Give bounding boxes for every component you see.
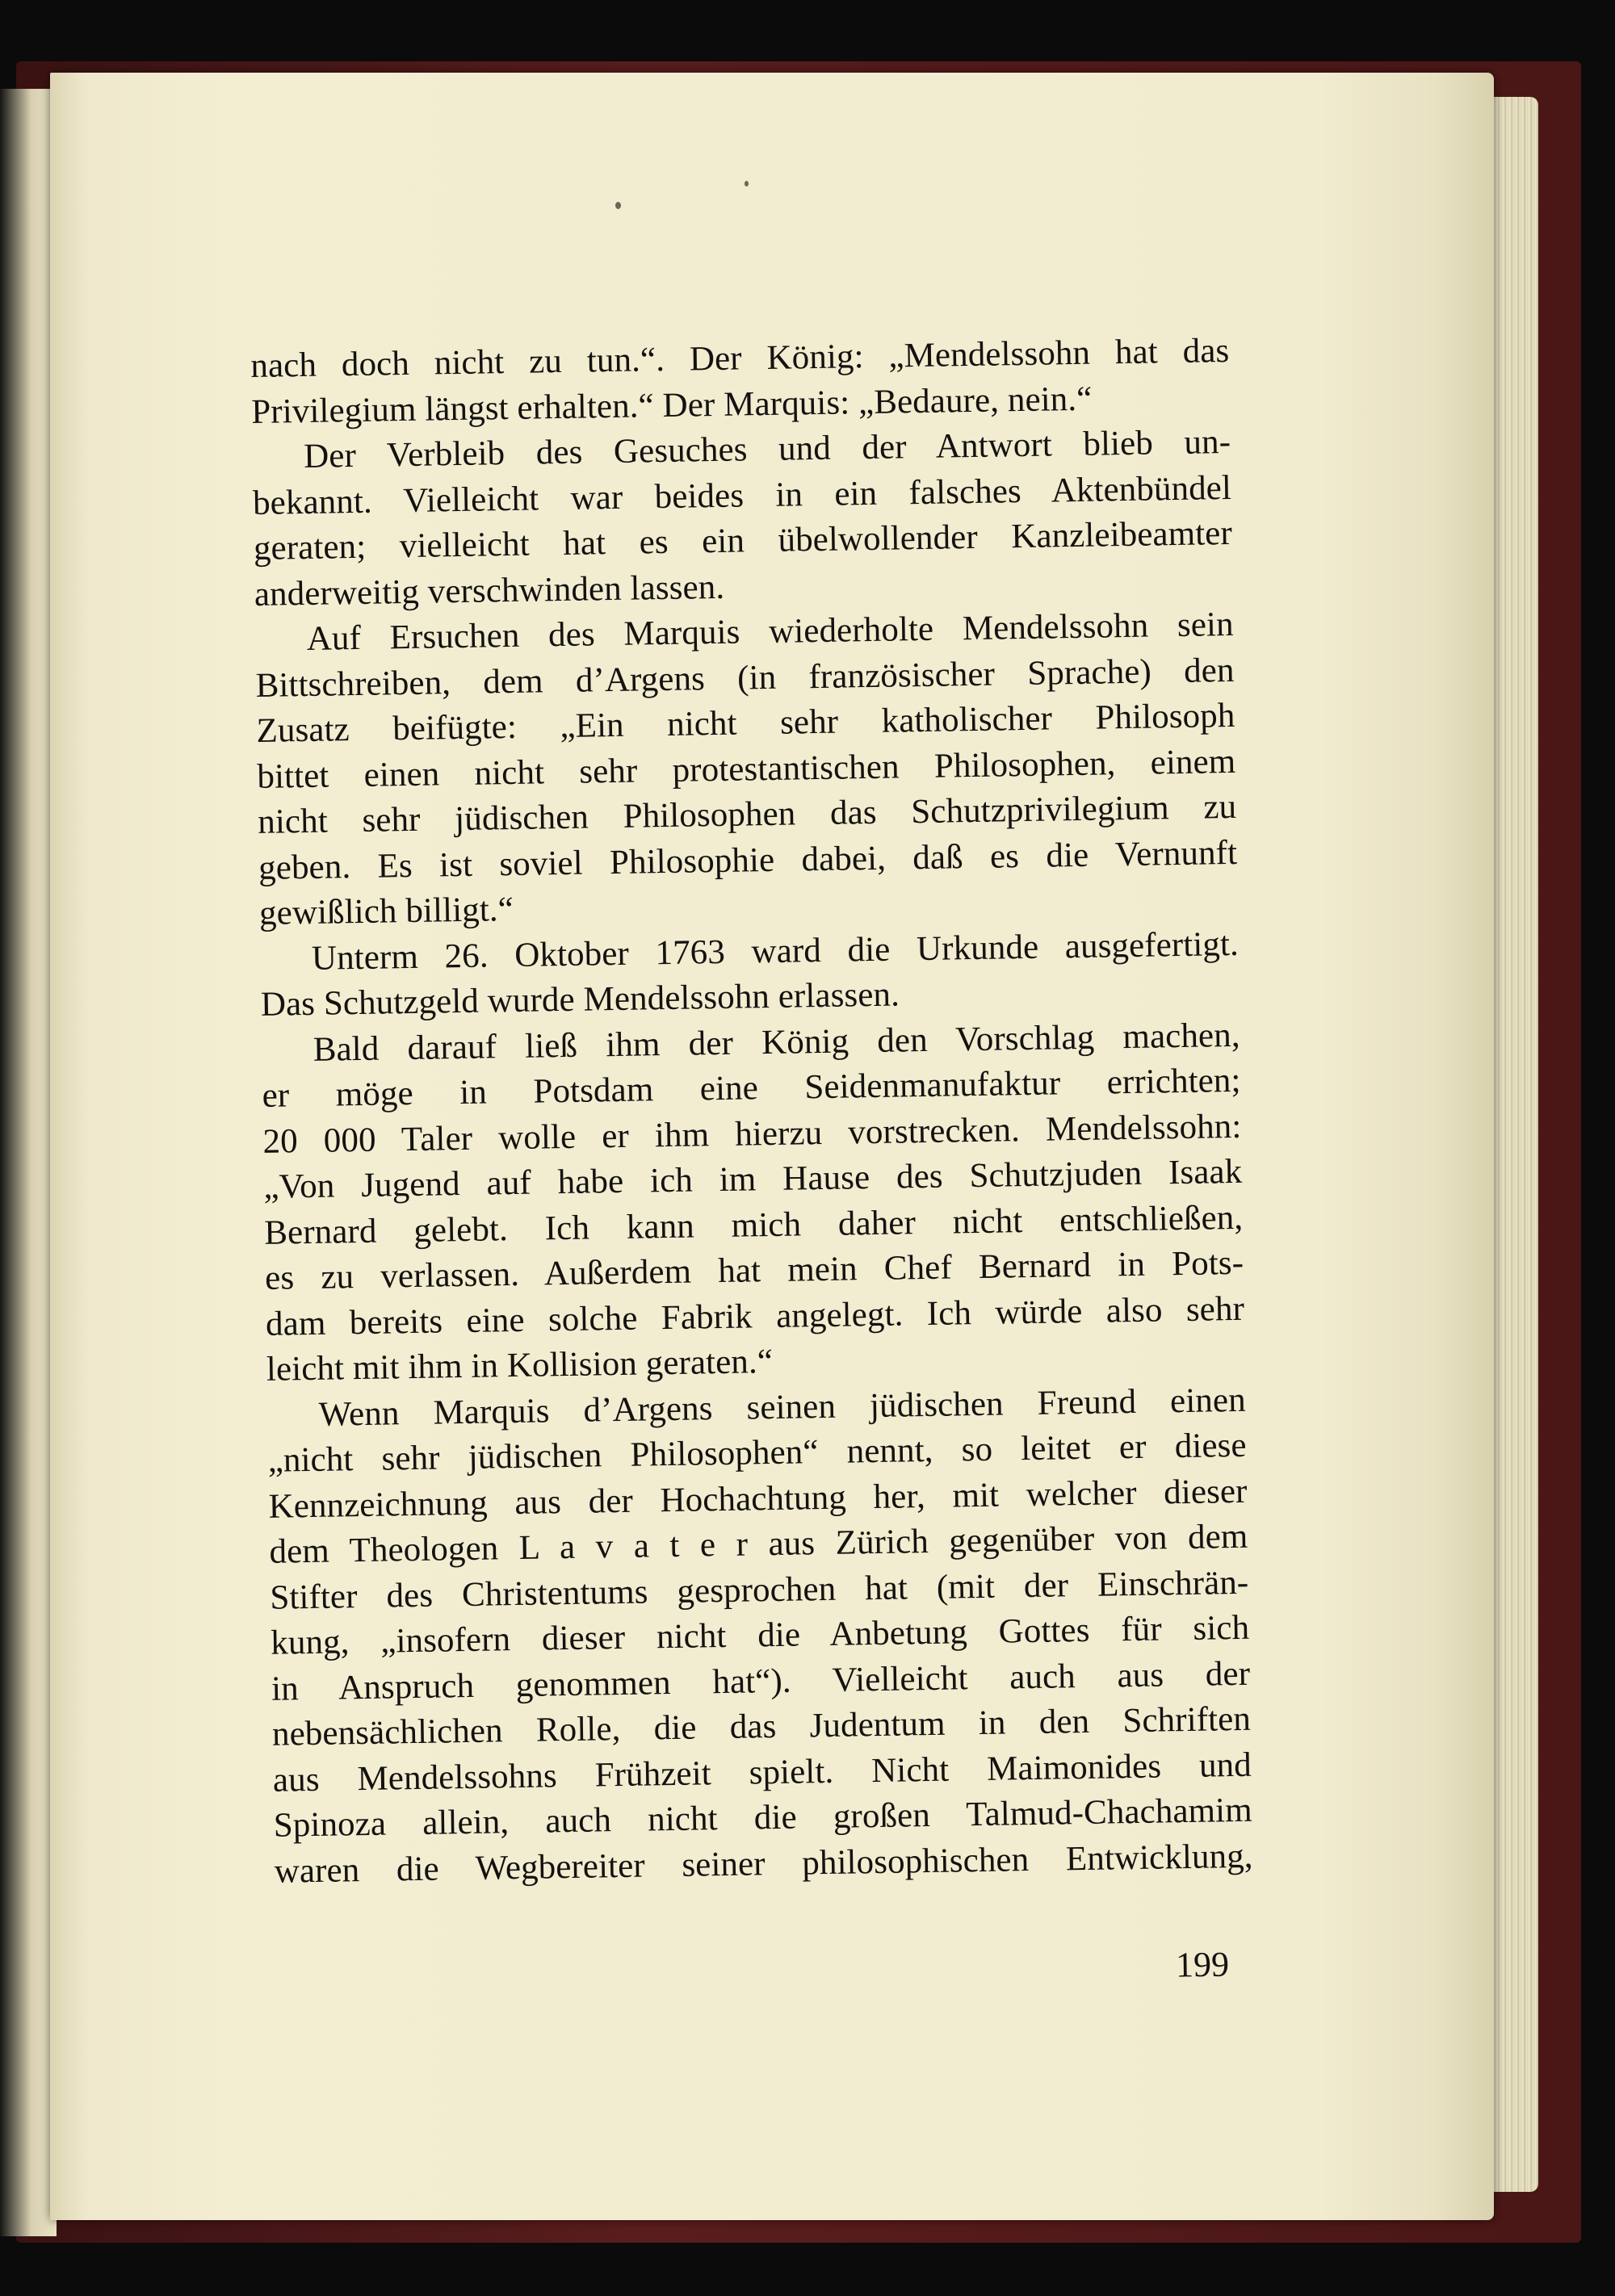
text-line: Privilegium längst erhalten.“ Der Marquis: „Bedaure, nein.“ [250,379,1093,431]
text-line: nebensächlichen Rolle, die das Judentum in den Schriften [271,1699,1252,1753]
text-line: nicht sehr jüdischen Philosophen das Schutzprivilegium zu [257,787,1237,841]
ink-speck [615,202,621,209]
text-line: Kennzeichnung aus der Hochachtung her, mit welcher dieser [268,1472,1248,1526]
text-line: in Anspruch genommen hat“). Vielleicht auch aus der [271,1654,1251,1708]
text-line: Der Verbleib des Gesuches und der Antwort blieb un- [303,422,1231,476]
text-line: kung, „insofern dieser nicht die Anbetung Gottes für sich [270,1608,1250,1662]
text-line: anderweitig verschwinden lassen. [254,568,725,614]
text-line: Das Schutzgeld wurde Mendelssohn erlassen. [260,975,900,1024]
text-line: Spinoza allein, auch nicht die großen Talmud-Chachamim [273,1791,1253,1845]
text-line: leicht mit ihm in Kollision geraten.“ [266,1342,774,1389]
text-line: Bald darauf ließ ihm der König den Vorschlag machen, [313,1016,1240,1069]
text-line: 20 000 Taler wolle er ihm hierzu vorstrecken. Mendelssohn: [262,1107,1242,1161]
text-line: gewißlich billigt.“ [258,890,514,932]
text-line: waren die Wegbereiter seiner philosophischen Entwicklung, [274,1837,1253,1891]
text-line: Auf Ersuchen des Marquis wiederholte Mendelssohn sein [306,605,1234,658]
text-line: er möge in Potsdam eine Seidenmanufaktur errichten; [262,1061,1241,1115]
page-number: 199 [1175,1944,1230,1985]
ink-speck [745,181,749,186]
book-gutter [0,89,57,2236]
text-line: Stifter des Christentums gesprochen hat (mit der Einschrän- [270,1563,1249,1617]
text-line: Bernard gelebt. Ich kann mich daher nicht entschließen, [263,1198,1244,1252]
text-line: geraten; vielleicht hat es ein übelwollender Kanzleibeamter [253,513,1233,568]
text-line: geben. Es ist soviel Philosophie dabei, daß es die Vernunft [258,833,1238,887]
text-line: dem Theologen L a v a t e r aus Zürich gegenüber von dem [269,1517,1248,1571]
book-page [50,73,1494,2220]
text-line: Unterm 26. Oktober 1763 ward die Urkunde ausgefertigt. [311,924,1240,978]
text-line: Bittschreiben, dem d’Argens (in französischer Sprache) den [255,651,1235,705]
body-text [250,329,1253,1895]
text-line: bittet einen nicht sehr protestantischen Philosophen, einem [257,742,1236,796]
text-line: es zu verlassen. Außerdem hat mein Chef Bernard in Pots- [264,1243,1244,1297]
text-line: „nicht sehr jüdischen Philosophen“ nennt, so leitet er diese [267,1426,1247,1480]
text-line: dam bereits eine solche Fabrik angelegt. Ich würde also sehr [265,1289,1245,1343]
text-line: nach doch nicht zu tun.“. Der König: „Mendelssohn hat das [250,331,1230,385]
text-line: aus Mendelssohns Frühzeit spielt. Nicht Maimonides und [272,1745,1252,1800]
text-line: bekannt. Vielleicht war beides in ein falsches Aktenbündel [252,468,1232,522]
text-line: Zusatz beifügte: „Ein nicht sehr katholischer Philosoph [256,696,1235,750]
text-line: Wenn Marquis d’Argens seinen jüdischen Freund einen [318,1381,1247,1434]
text-line: „Von Jugend auf habe ich im Hause des Schutzjuden Isaak [263,1152,1243,1206]
